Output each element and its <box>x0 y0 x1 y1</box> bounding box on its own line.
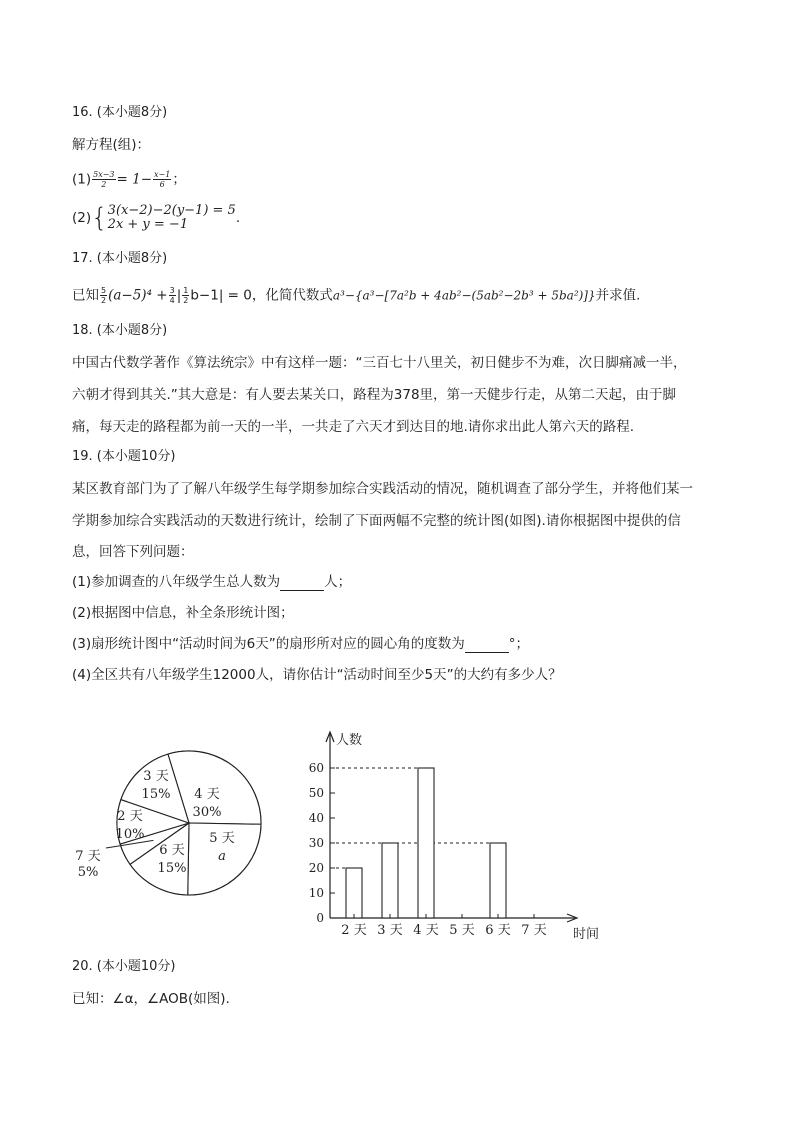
q17-title: 17. (本小题8分) <box>72 251 168 266</box>
q16-part2: (2){ 3(x−2)−2(y−1) = 5 2x + y = −1 . <box>72 203 241 233</box>
q19-line3: 息，回答下列问题： <box>72 544 194 560</box>
pie-value: 30% <box>192 805 222 820</box>
pie-label: 7 天 <box>75 849 101 864</box>
y-tick-label: 30 <box>308 836 324 850</box>
q16-title: 16. (本小题8分) <box>72 105 168 120</box>
q18-line3: 痛，每天走的路程都为前一天的一半，一共走了六天才到达目的地.请你求出此人第六天的路程. <box>72 419 635 435</box>
q16-instruction: 解方程(组)： <box>72 137 151 153</box>
y-tick-label: 10 <box>308 886 324 900</box>
pie-label: 4 天 <box>194 787 220 802</box>
pie-value: 15% <box>157 861 187 876</box>
pie-value: 5% <box>77 865 99 880</box>
q19-sub1: (1)参加调查的八年级学生总人数为 人； <box>72 574 352 590</box>
pie-label: 3 天 <box>143 769 169 784</box>
q16-part1: (1) $\frac{5x-3}{2}$ = 1− $\frac{x-1}{6}$ ； <box>72 170 186 189</box>
y-axis-label: 人数 <box>336 733 363 748</box>
pie-value: a <box>218 849 226 864</box>
x-tick-label: 5 天 <box>449 923 475 938</box>
y-tick-label: 20 <box>308 861 324 875</box>
pie-value: 15% <box>141 787 171 802</box>
q18-line2: 六朝才得到其关.”其大意是：有人要去某关口，路程为378里，第一天健步行走，从第二天起，由于脚 <box>72 387 677 403</box>
q18-line1: 中国古代数学著作《算法统宗》中有这样一题：“三百七十八里关，初日健步不为难，次日脚痛减一半， <box>72 355 687 371</box>
bar-2 <box>382 843 398 918</box>
q19-sub2: (2)根据图中信息，补全条形统计图； <box>72 605 294 621</box>
bar-chart <box>290 720 600 950</box>
y-tick-label: 50 <box>308 786 324 800</box>
pie-chart <box>60 730 280 910</box>
answer-blank-3 <box>465 639 509 653</box>
answer-blank-1 <box>280 577 324 591</box>
bar-3 <box>418 768 434 918</box>
x-tick-label: 6 天 <box>485 923 511 938</box>
bar-1 <box>346 868 362 918</box>
q19-title: 19. (本小题10分) <box>72 449 176 464</box>
bar-5 <box>490 843 506 918</box>
y-tick-label: 0 <box>316 911 324 925</box>
pie-label: 2 天 <box>117 809 143 824</box>
q19-sub3: (3)扇形统计图中“活动时间为6天”的扇形所对应的圆心角的度数为 °； <box>72 636 529 652</box>
x-tick-label: 2 天 <box>341 923 367 938</box>
q19-line2: 学期参加综合实践活动的天数进行统计，绘制了下面两幅不完整的统计图(如图).请你根据图中提供的信 <box>72 513 681 529</box>
y-tick-label: 60 <box>308 761 324 775</box>
q19-sub4: (4)全区共有八年级学生12000人，请你估计“活动时间至少5天”的大约有多少人？ <box>72 667 562 683</box>
q18-title: 18. (本小题8分) <box>72 323 168 338</box>
x-tick-label: 7 天 <box>521 923 547 938</box>
q19-line1: 某区教育部门为了了解八年级学生每学期参加综合实践活动的情况，随机调查了部分学生，并将他们某一 <box>72 481 693 497</box>
x-tick-label: 3 天 <box>377 923 403 938</box>
pie-value: 10% <box>115 827 145 842</box>
x-tick-label: 4 天 <box>413 923 439 938</box>
q17-text: 已知 $\frac{5}{2}$ (a−5)⁴ + $\frac{3}{4}$ | $\frac{1}{2}$ b−1| = 0，化简代数式a³−{a³−[7a²b + 4ab²−(5ab²−2b³ + 5ba²)]}并求值. <box>72 286 641 305</box>
pie-label: 6 天 <box>159 843 185 858</box>
x-axis-label: 时间 <box>573 927 600 942</box>
pie-label: 5 天 <box>209 831 235 846</box>
q20-title: 20. (本小题10分) <box>72 959 176 974</box>
q20-line1: 已知：∠α，∠AOB(如图). <box>72 991 230 1007</box>
y-tick-label: 40 <box>308 811 324 825</box>
